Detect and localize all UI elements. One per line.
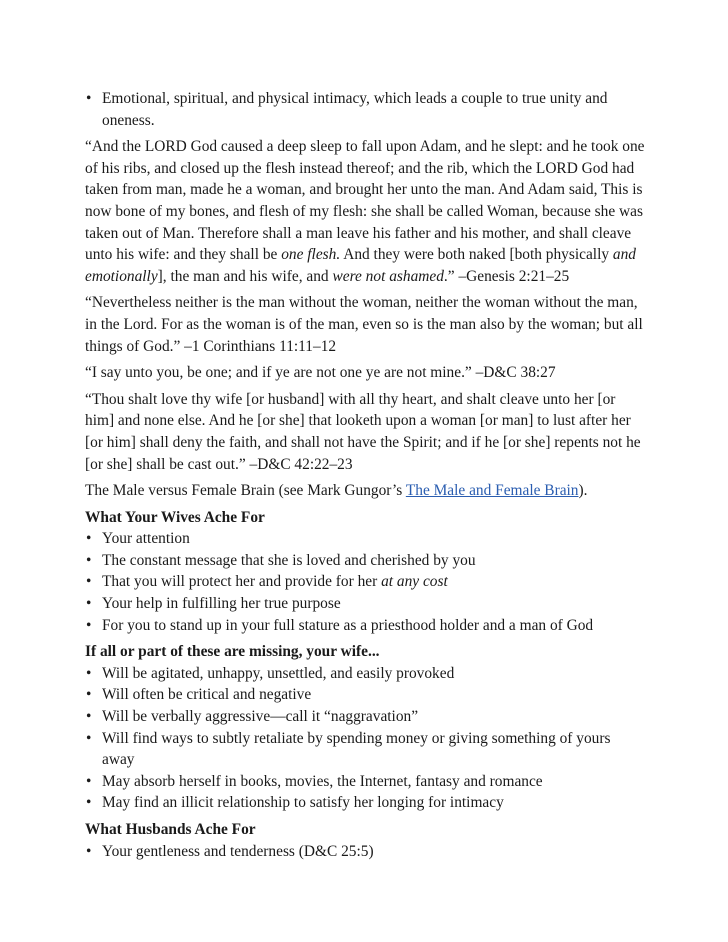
genesis-text-2: And they were both naked [both physically	[340, 246, 613, 264]
corinthians-quote: “Nevertheless neither is the man without the woman, neither the woman without the man, in the Lord. For as the woman is of the man, even so is the man also by the woman; but all things of God.” –1 Corinthians 11:11–12	[85, 294, 643, 355]
bullet-marker: •	[86, 595, 92, 613]
bullet-marker: •	[86, 90, 92, 107]
genesis-text-1: “And the LORD God caused a deep sleep to fall upon Adam, and he slept: and he took one of his ribs, and closed up the flesh instead thereof; and the rib, which the LORD God had taken from man, made he a woman, and brought her unto the man. And Adam said, This is now bone of my bones, and flesh of my flesh: she shall be called Woman, because she was taken out of Man. Therefore shall a man leave his father and his mother, and shall cleave unto his wife: and they shall be	[85, 138, 645, 264]
list-item-emphasis: at any cost	[381, 573, 448, 591]
list-item-text: The constant message that she is loved and cherished by you	[102, 551, 476, 569]
genesis-text-3: ], the man and his wife, and	[157, 267, 333, 285]
list-item	[85, 684, 645, 706]
genesis-text-4: .” –Genesis 2:21–25	[443, 267, 570, 285]
genesis-italic-1: one flesh.	[281, 246, 341, 264]
list-item-text: Your help in fulfilling her true purpose	[102, 595, 341, 613]
brain-link[interactable]: The Male and Female Brain	[405, 482, 579, 500]
wives-list	[85, 528, 645, 636]
bullet-marker: •	[86, 530, 92, 548]
list-item	[85, 728, 645, 771]
genesis-quote	[85, 136, 645, 287]
list-item-text: Will find ways to subtly retaliate by spending money or giving something of yours away	[102, 729, 611, 769]
genesis-italic-2: and emotionally	[85, 246, 636, 285]
list-item-text: Your attention	[102, 530, 190, 548]
intro-bullet-text: Emotional, spiritual, and physical intimacy, which leads a couple to true unity and oneness.	[102, 90, 608, 129]
missing-list	[85, 663, 645, 814]
bullet-marker: •	[86, 551, 92, 569]
husbands-list	[85, 841, 645, 863]
missing-heading: If all or part of these are missing, your wife...	[85, 643, 380, 661]
list-item	[85, 663, 645, 685]
bullet-marker: •	[86, 729, 92, 747]
list-item	[85, 706, 645, 728]
list-item	[85, 550, 645, 572]
list-item	[85, 841, 645, 863]
brain-prefix: The Male versus Female Brain (see Mark Gungor’s	[85, 482, 406, 500]
bullet-marker: •	[86, 794, 92, 812]
list-item	[85, 528, 645, 550]
list-item	[85, 615, 645, 637]
list-item-text: For you to stand up in your full stature as a priesthood holder and a man of God	[102, 616, 594, 634]
intro-bullet-item	[85, 88, 645, 131]
brain-suffix: ).	[578, 482, 588, 500]
bullet-marker: •	[86, 772, 92, 790]
bullet-marker: •	[86, 573, 92, 591]
dc-42-quote: “Thou shalt love thy wife [or husband] with all thy heart, and shalt cleave unto her [or him] and none else. And he [or she] that looketh upon a woman [or man] to lust after her [or him] shall deny the faith, and shall not have the Spirit; and if he [or she] repents not he [or she] shall be cast out.” –D&C 42:22–23	[85, 390, 641, 473]
list-item-text: That you will protect her and provide for her	[102, 573, 382, 591]
list-item	[85, 771, 645, 793]
document-page	[85, 88, 645, 862]
brain-reference	[85, 480, 645, 502]
list-item	[85, 792, 645, 814]
list-item-text: Will be verbally aggressive—call it “naggravation”	[102, 708, 419, 726]
list-item-text: Your gentleness and tenderness (D&C 25:5)	[102, 842, 374, 860]
bullet-marker: •	[86, 616, 92, 634]
list-item	[85, 593, 645, 615]
list-item-text: May find an illicit relationship to satisfy her longing for intimacy	[102, 794, 504, 812]
bullet-marker: •	[86, 664, 92, 682]
list-item-text: May absorb herself in books, movies, the Internet, fantasy and romance	[102, 772, 543, 790]
list-item-text: Will be agitated, unhappy, unsettled, and easily provoked	[102, 664, 455, 682]
bullet-marker: •	[86, 842, 92, 860]
dc-38-quote: “I say unto you, be one; and if ye are not one ye are not mine.” –D&C 38:27	[85, 364, 556, 382]
list-item	[85, 571, 645, 593]
list-item-text: Will often be critical and negative	[102, 686, 312, 704]
bullet-marker: •	[86, 686, 92, 704]
husbands-heading: What Husbands Ache For	[85, 821, 256, 838]
bullet-marker: •	[86, 708, 92, 726]
genesis-italic-3: were not ashamed	[332, 267, 444, 285]
wives-heading: What Your Wives Ache For	[85, 508, 265, 526]
